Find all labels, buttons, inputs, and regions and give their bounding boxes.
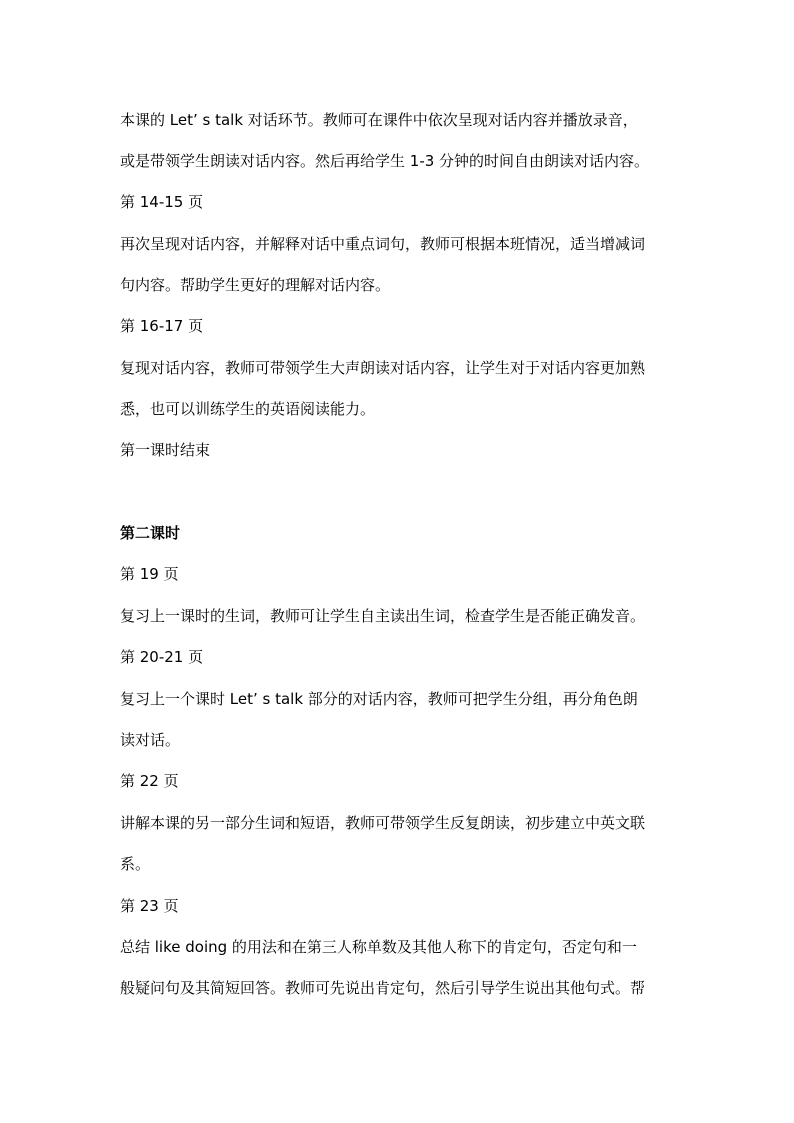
paragraph-line: 讲解本课的另一部分生词和短语，教师可带领学生反复朗读，初步建立中英文联 xyxy=(120,814,646,832)
paragraph-line: 悉，也可以训练学生的英语阅读能力。 xyxy=(120,400,376,418)
paragraph-line: 或是带领学生朗读对话内容。然后再给学生 1-3 分钟的时间自由朗读对话内容。 xyxy=(120,152,650,170)
paragraph-line: 系。 xyxy=(120,855,151,873)
page-heading: 第 14-15 页 xyxy=(120,193,204,211)
paragraph-line: 复现对话内容，教师可带领学生大声朗读对话内容，让学生对于对话内容更加熟 xyxy=(120,359,646,377)
paragraph-line: 读对话。 xyxy=(120,731,181,749)
paragraph-line: 般疑问句及其简短回答。教师可先说出肯定句，然后引导学生说出其他句式。帮 xyxy=(120,979,646,997)
paragraph-line: 再次呈现对话内容，并解释对话中重点词句，教师可根据本班情况，适当增减词 xyxy=(120,235,646,253)
page-heading: 第 19 页 xyxy=(120,565,179,583)
paragraph-line: 复习上一个课时 Let’ s talk 部分的对话内容，教师可把学生分组，再分角色朗 xyxy=(120,690,638,708)
page-heading: 第 23 页 xyxy=(120,897,179,915)
paragraph-line: 本课的 Let’ s talk 对话环节。教师可在课件中依次呈现对话内容并播放录音， xyxy=(120,111,638,129)
paragraph-line: 复习上一课时的生词，教师可让学生自主读出生词，检查学生是否能正确发音。 xyxy=(120,607,646,625)
page-heading: 第 20-21 页 xyxy=(120,648,204,666)
page-heading: 第 16-17 页 xyxy=(120,317,204,335)
section-heading: 第二课时 xyxy=(120,524,181,542)
lesson-end-note: 第一课时结束 xyxy=(120,441,211,459)
paragraph-line: 句内容。帮助学生更好的理解对话内容。 xyxy=(120,276,391,294)
paragraph-line: 总结 like doing 的用法和在第三人称单数及其他人称下的肯定句，否定句和一 xyxy=(120,938,637,956)
page-heading: 第 22 页 xyxy=(120,772,179,790)
